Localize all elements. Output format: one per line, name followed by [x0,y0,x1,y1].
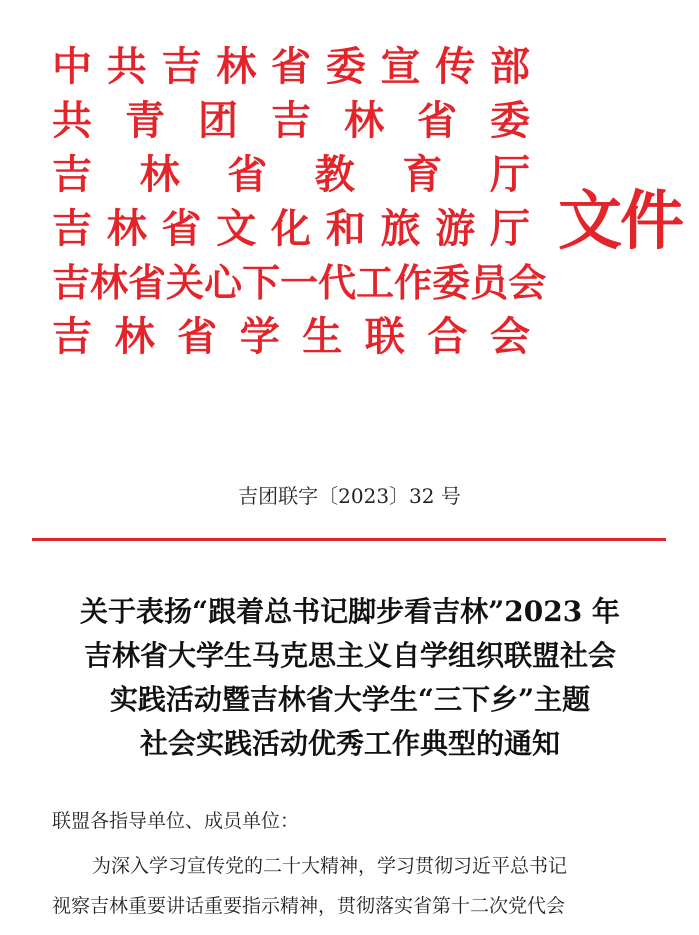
document-type-label: 文件 [558,185,682,259]
issuer-block [52,40,547,364]
issuer-line: 中 共 吉 林 省 委 宣 传 部 [52,43,530,90]
title-line: 实践活动暨吉林省大学生“三下乡”主题 [109,683,591,716]
issuer-line: 吉 林 省 教 育 厅 [52,151,530,198]
red-divider-line [32,538,666,541]
body-paragraph-line: 为深入学习宣传党的二十大精神，学习贯彻习近平总书记 [92,855,568,877]
issuer-line: 共 青 团 吉 林 省 委 [52,97,530,144]
notice-title [30,590,670,766]
document-number: 吉团联字〔2023〕32 号 [238,484,461,508]
title-line: 吉林省大学生马克思主义自学组织联盟社会 [83,639,616,672]
title-line: 社会实践活动优秀工作典型的通知 [139,727,560,760]
body-text [52,846,662,926]
issuer-line: 吉 林 省 文 化 和 旅 游 厅 [52,205,530,252]
issuer-line: 吉 林 省 关 心 下 一 代 工 作 委 员 会 [52,260,547,305]
salutation: 联盟各指导单位、成员单位： [52,810,300,832]
title-line: 关于表扬“跟着总书记脚步看吉林”2023 年 [80,595,620,628]
body-paragraph-line: 视察吉林重要讲话重要指示精神，贯彻落实省第十二次党代会 [52,895,566,917]
issuer-line: 吉 林 省 学 生 联 合 会 [52,313,530,360]
